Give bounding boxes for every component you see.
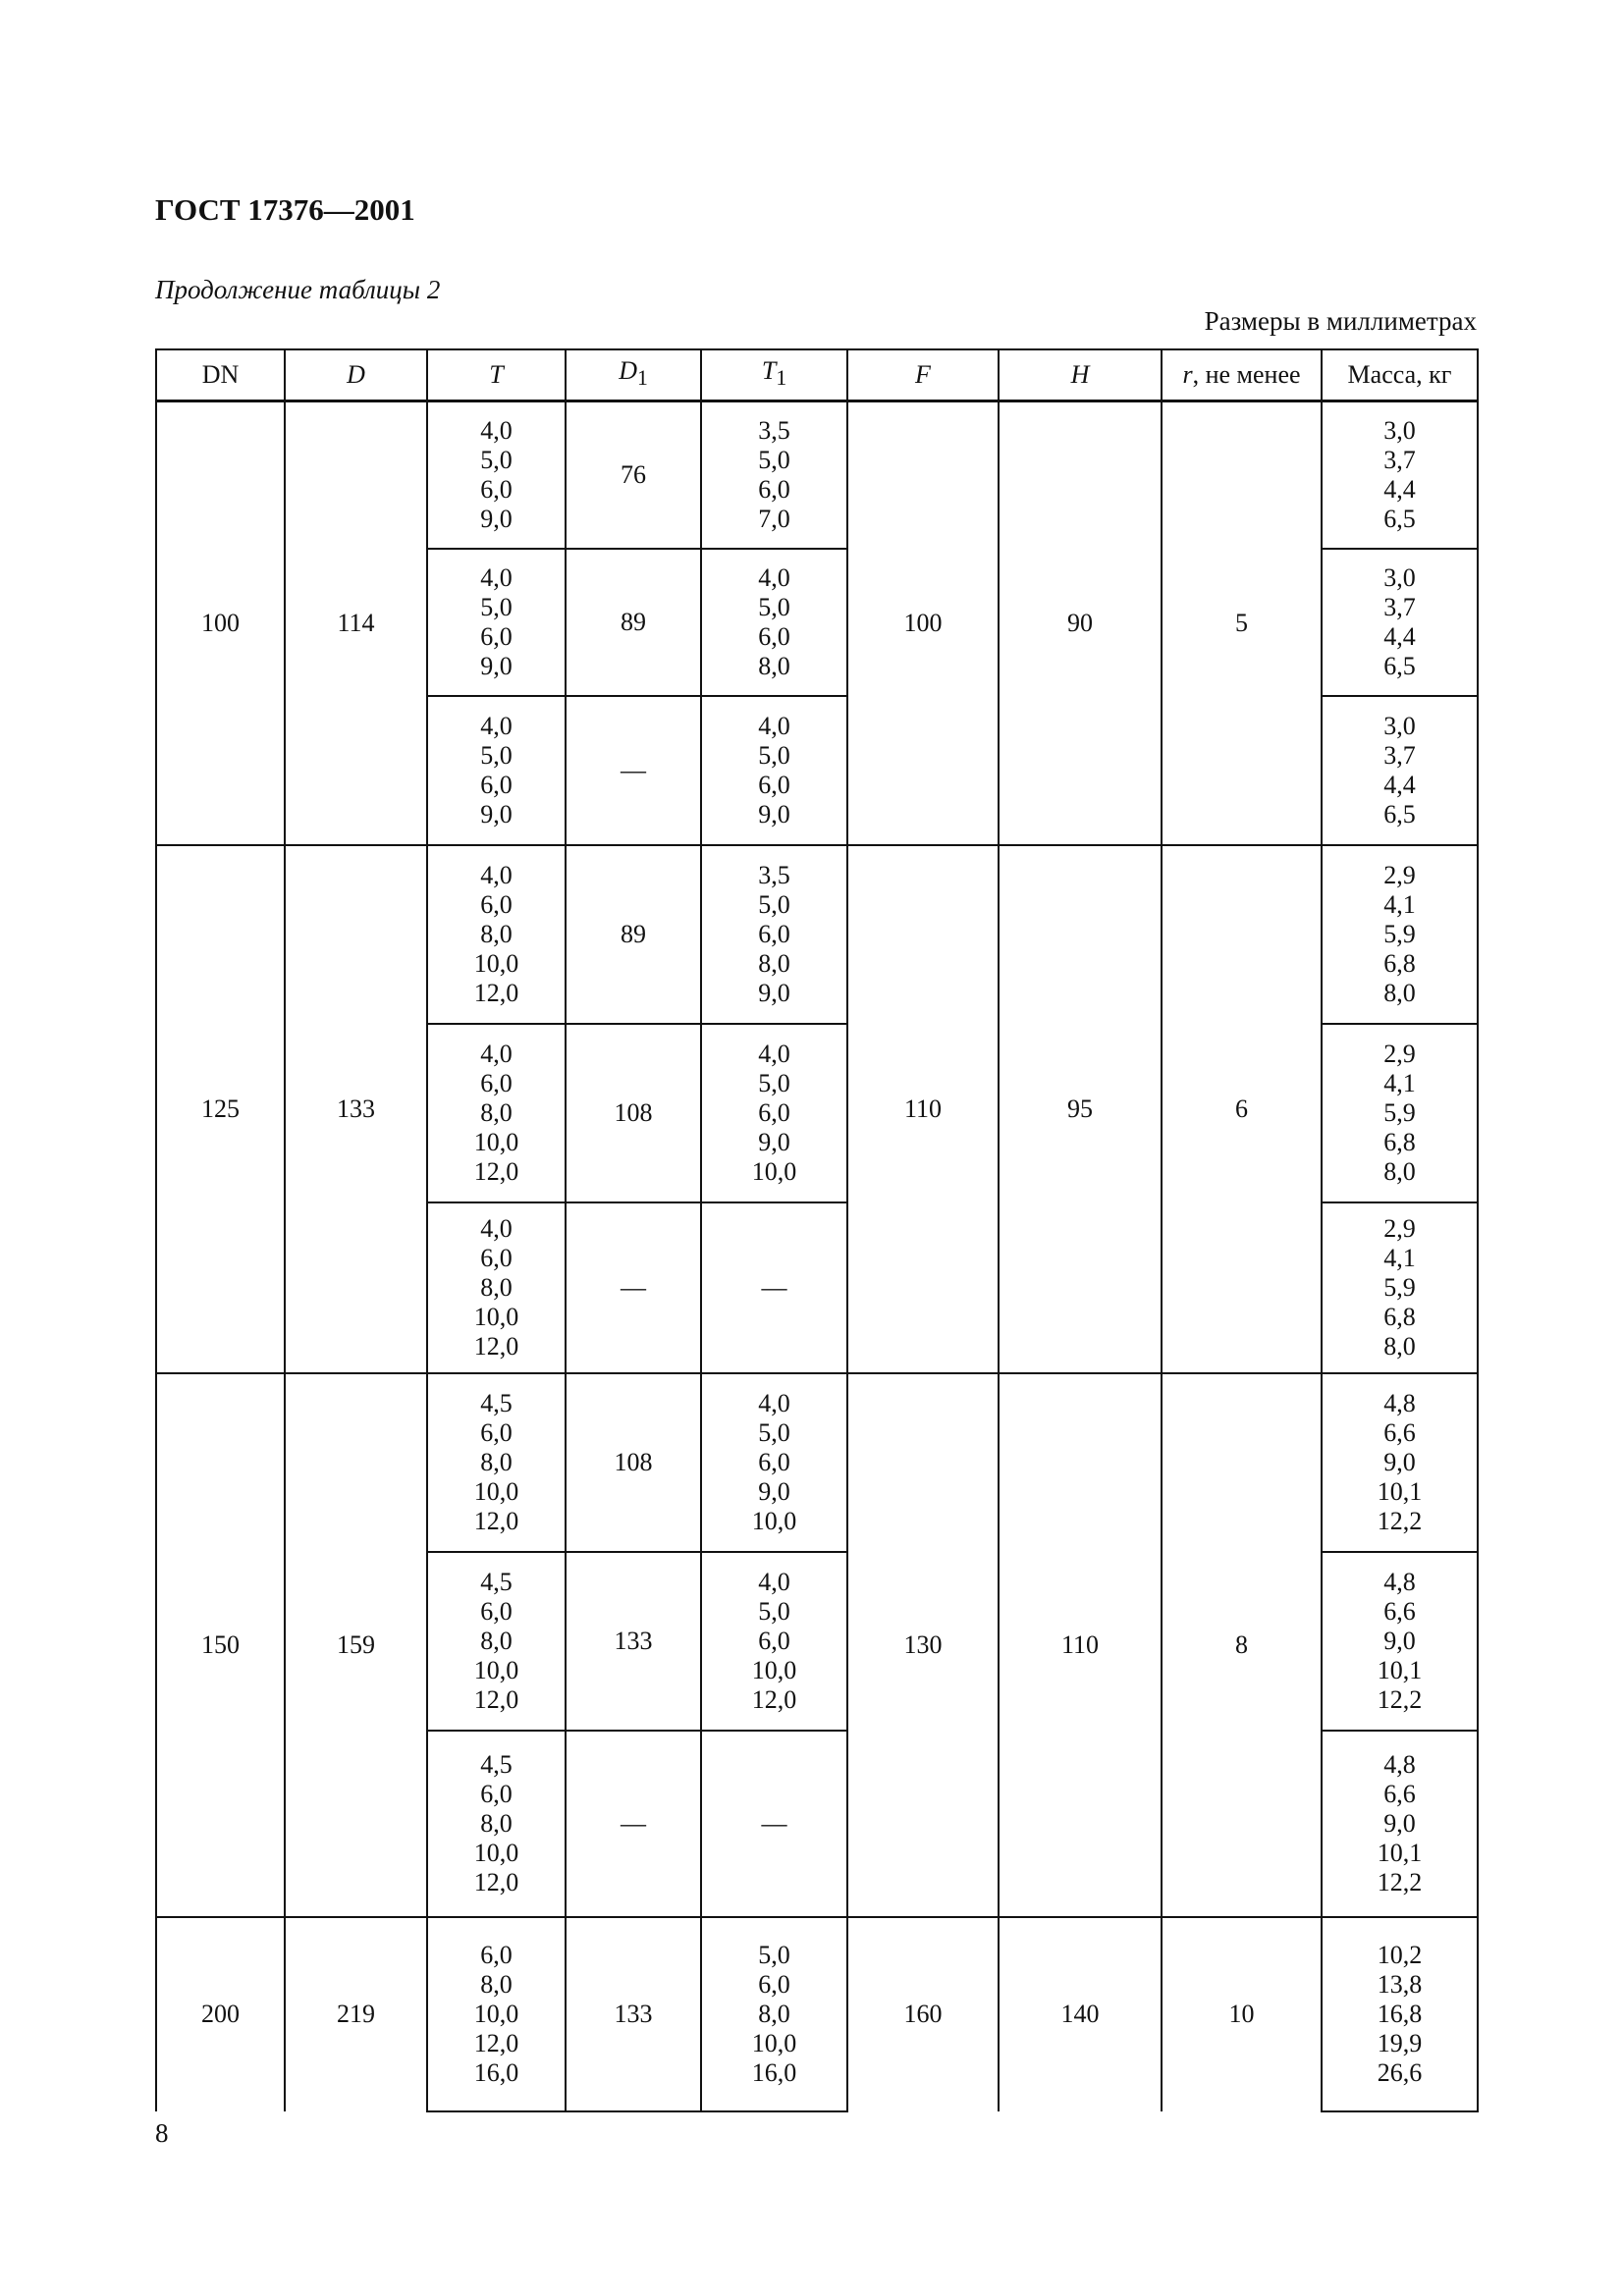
- cell-mass: 3,0 3,7 4,4 6,5: [1322, 549, 1478, 696]
- col-header-r-label: , не менее: [1192, 360, 1301, 389]
- cell-t: 4,0 6,0 8,0 10,0 12,0: [427, 845, 566, 1024]
- cell-d1: —: [566, 1202, 701, 1373]
- cell-f: 100: [847, 401, 999, 845]
- table-continuation-caption: Продолжение таблицы 2: [155, 275, 441, 304]
- cell-t: 4,0 6,0 8,0 10,0 12,0: [427, 1024, 566, 1202]
- cell-r: 5: [1162, 401, 1322, 845]
- cell-d1: 76: [566, 401, 701, 549]
- cell-f: 110: [847, 845, 999, 1373]
- cell-h: 90: [999, 401, 1162, 845]
- cell-mass: 4,8 6,6 9,0 10,1 12,2: [1322, 1552, 1478, 1731]
- table-row: [156, 401, 1478, 549]
- cell-h: 140: [999, 1917, 1162, 2111]
- cell-r: 6: [1162, 845, 1322, 1373]
- cell-f: 160: [847, 1917, 999, 2111]
- col-header-d1: [566, 349, 701, 401]
- col-header-d1-subscript: 1: [636, 366, 648, 391]
- cell-d: 133: [285, 845, 427, 1373]
- cell-d: 159: [285, 1373, 427, 1917]
- units-note: Размеры в миллиметрах: [1204, 306, 1477, 336]
- cell-dn: 125: [156, 845, 285, 1373]
- cell-t: 4,5 6,0 8,0 10,0 12,0: [427, 1731, 566, 1917]
- cell-d1: —: [566, 696, 701, 845]
- cell-mass: 4,8 6,6 9,0 10,1 12,2: [1322, 1731, 1478, 1917]
- cell-t1: 4,0 5,0 6,0 8,0: [701, 549, 847, 696]
- cell-d1: 133: [566, 1552, 701, 1731]
- col-header-mass: Масса, кг: [1322, 349, 1478, 401]
- table-row: [156, 1373, 1478, 1552]
- cell-h: 110: [999, 1373, 1162, 1917]
- cell-d1: —: [566, 1731, 701, 1917]
- cell-dn: 100: [156, 401, 285, 845]
- document-title: ГОСТ 17376—2001: [155, 192, 415, 227]
- cell-mass: 4,8 6,6 9,0 10,1 12,2: [1322, 1373, 1478, 1552]
- table-header-row: [156, 349, 1478, 401]
- table-body: [156, 401, 1478, 2111]
- cell-t1: 4,0 5,0 6,0 9,0: [701, 696, 847, 845]
- cell-t: 4,0 5,0 6,0 9,0: [427, 401, 566, 549]
- cell-t1: 3,5 5,0 6,0 7,0: [701, 401, 847, 549]
- cell-t1: 3,5 5,0 6,0 8,0 9,0: [701, 845, 847, 1024]
- col-header-h: H: [999, 349, 1162, 401]
- cell-d1: 89: [566, 845, 701, 1024]
- cell-t1: 4,0 5,0 6,0 9,0 10,0: [701, 1373, 847, 1552]
- cell-dn: 200: [156, 1917, 285, 2111]
- cell-r: 10: [1162, 1917, 1322, 2111]
- col-header-t1: [701, 349, 847, 401]
- col-header-dn: DN: [156, 349, 285, 401]
- col-header-t1-base: T: [761, 356, 777, 386]
- cell-h: 95: [999, 845, 1162, 1373]
- dimensions-table: [155, 348, 1479, 2112]
- cell-mass: 3,0 3,7 4,4 6,5: [1322, 696, 1478, 845]
- cell-t: 6,0 8,0 10,0 12,0 16,0: [427, 1917, 566, 2111]
- col-header-r: [1162, 349, 1322, 401]
- cell-d1: 133: [566, 1917, 701, 2111]
- col-header-t1-subscript: 1: [776, 366, 787, 391]
- page-number: 8: [155, 2118, 169, 2148]
- cell-t: 4,0 5,0 6,0 9,0: [427, 696, 566, 845]
- cell-r: 8: [1162, 1373, 1322, 1917]
- col-header-d: D: [285, 349, 427, 401]
- cell-mass: 2,9 4,1 5,9 6,8 8,0: [1322, 845, 1478, 1024]
- cell-t: 4,5 6,0 8,0 10,0 12,0: [427, 1373, 566, 1552]
- cell-t1: 4,0 5,0 6,0 9,0 10,0: [701, 1024, 847, 1202]
- cell-t1: 4,0 5,0 6,0 10,0 12,0: [701, 1552, 847, 1731]
- table-row: [156, 1917, 1478, 2111]
- cell-dn: 150: [156, 1373, 285, 1917]
- cell-mass: 2,9 4,1 5,9 6,8 8,0: [1322, 1024, 1478, 1202]
- cell-d1: 108: [566, 1024, 701, 1202]
- cell-t1: —: [701, 1731, 847, 1917]
- col-header-f: F: [847, 349, 999, 401]
- cell-t1: 5,0 6,0 8,0 10,0 16,0: [701, 1917, 847, 2111]
- cell-t: 4,0 6,0 8,0 10,0 12,0: [427, 1202, 566, 1373]
- cell-f: 130: [847, 1373, 999, 1917]
- cell-d1: 89: [566, 549, 701, 696]
- col-header-r-var: r: [1182, 360, 1193, 389]
- table-row: [156, 845, 1478, 1024]
- col-header-d1-base: D: [619, 356, 637, 386]
- cell-d1: 108: [566, 1373, 701, 1552]
- cell-mass: 3,0 3,7 4,4 6,5: [1322, 401, 1478, 549]
- cell-t: 4,5 6,0 8,0 10,0 12,0: [427, 1552, 566, 1731]
- cell-mass: 2,9 4,1 5,9 6,8 8,0: [1322, 1202, 1478, 1373]
- cell-t1: —: [701, 1202, 847, 1373]
- col-header-t: T: [427, 349, 566, 401]
- cell-d: 219: [285, 1917, 427, 2111]
- cell-t: 4,0 5,0 6,0 9,0: [427, 549, 566, 696]
- cell-d: 114: [285, 401, 427, 845]
- cell-mass: 10,2 13,8 16,8 19,9 26,6: [1322, 1917, 1478, 2111]
